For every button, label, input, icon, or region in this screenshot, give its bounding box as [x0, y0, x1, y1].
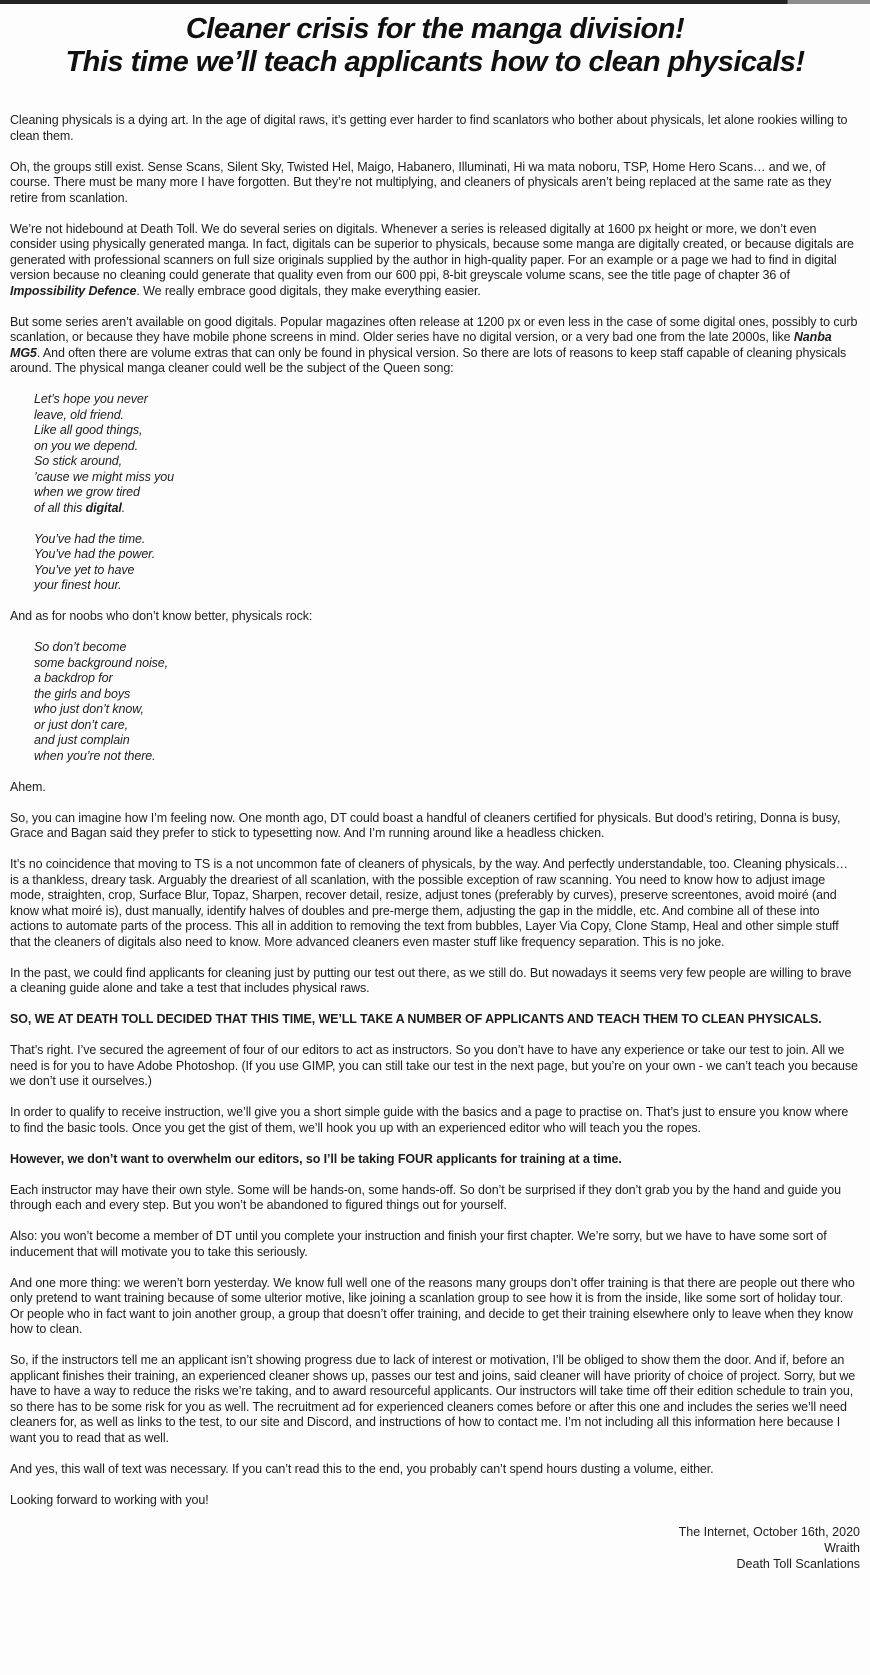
paragraph: Also: you won’t become a member of DT until you complete your instruction and finish your first chapter. We’re sorry, but we have to have some sort of inducement that will motivate you to take this seriously.: [10, 1229, 827, 1259]
page-title-line-1: Cleaner crisis for the manga division!: [185, 13, 685, 45]
quote-line: your finest hour.: [34, 578, 122, 592]
quote-line: on you we depend.: [34, 438, 138, 453]
quote-line: ’cause we might miss you: [34, 469, 175, 484]
quote-line: Let’s hope you never: [34, 392, 148, 406]
quote-line: leave, old friend.: [34, 407, 124, 422]
quote-line: You’ve had the power.: [34, 547, 156, 561]
paragraph: And one more thing: we weren’t born yesterday. We know full well one of the reasons many groups don’t offer training is that there are people out there who only pretend to want training because of some ulterior motive, like joining a scanlation group to see how it is from the inside, like some sort of holiday tour. Or people who in fact want to join another group, a group that doesn’t offer training, and decide to get their training elsewhere only to leave when they know how to clean.: [10, 1275, 855, 1336]
paragraph: Each instructor may have their own style. Some will be hands-on, some hands-off. So don’t be surprised if they don’t grab you by the hand and guide you through each and every step. But you won’t be abandoned to figured things out for yourself.: [10, 1182, 841, 1212]
quote-line: So don’t become: [34, 640, 127, 654]
paragraph: We’re not hidebound at Death Toll. We do several series on digitals. Whenever a series is released digitally at 1600 px height or more, we don’t even consider using physically generated manga. In fact, digitals can be superior to physicals, because some manga are digitally created, or because digitals are generated with professional scanners on full size originals supplied by the author in high-quality paper. For an example or a page we had to find in digital version because no cleaning could generate that quality even from our 600 ppi, 8-bit greyscale volume scans, see the title page of chapter 36 of Impossibility Defence. We really embrace good digitals, they make everything easier.: [10, 221, 854, 298]
song-quote-stanza: [34, 392, 860, 516]
paragraph: And yes, this wall of text was necessary. If you can’t read this to the end, you probably can’t spend hours dusting a volume, either.: [10, 1461, 714, 1476]
quote-line: who just don’t know,: [34, 702, 144, 716]
paragraph: Cleaning physicals is a dying art. In the age of digital raws, it’s getting ever harder to find scanlators who bother about physicals, let alone rookies willing to clean them.: [10, 113, 848, 143]
quote-line: some background noise,: [34, 655, 168, 670]
signature-date: The Internet, October 16th, 2020: [678, 1525, 860, 1539]
paragraph: And as for noobs who don’t know better, physicals rock:: [10, 609, 313, 623]
page-title-line-2: This time we’ll teach applicants how to clean physicals!: [65, 46, 805, 78]
paragraph: It’s no coincidence that moving to TS is a not uncommon fate of cleaners of physicals, by the way. And perfectly understandable, too. Cleaning physicals… is a thankless, dreary task. Arguably the dreariest of all scanlation, with the possible exception of raw scanning. You need to know how to adjust image mode, straighten, crop, Surface Blur, Topaz, Sharpen, recover detail, resize, adjust tones (preferably by curves), preserve screentones, avoid moiré (and know what moiré is), dust manually, identify halves of doubles and pre-merge them, adjusting the gap in the middle, etc. And combine all of these into actions to automate parts of the process. This all in addition to removing the text from bubbles, Layer Via Copy, Clone Stamp, Heal and other simple stuff that the cleaners of digitals also need to know. More advanced cleaners even master stuff like frequency separation. This is no joke.: [10, 857, 848, 949]
quote-line: when you’re not there.: [34, 748, 156, 763]
signature-author: Wraith: [824, 1541, 860, 1555]
quote-line: You’ve had the time.: [34, 531, 146, 546]
signature-block: [0, 1524, 870, 1572]
quote-line: and just complain: [34, 733, 130, 747]
paragraph: Looking forward to working with you!: [10, 1492, 209, 1507]
signature-group: Death Toll Scanlations: [736, 1557, 860, 1571]
paragraph: But some series aren’t available on good digitals. Popular magazines often release at 1200 px or even less in the case of some digital ones, possibly to curb scanlation, or because they have mobile phone screens in mind. Older series have no digital version, or a very bad one from the late 2000s, like Nanba MG5. And often there are volume extras that can only be found in physical version. So there are lots of reasons to keep staff capable of cleaning physicals around. The physical manga cleaner could well be the subject of the Queen song:: [10, 314, 858, 375]
emphasis-paragraph: SO, WE AT DEATH TOLL DECIDED THAT THIS TIME, WE’LL TAKE A NUMBER OF APPLICANTS AND TEACH THEM TO CLEAN PHYSICALS.: [10, 1012, 822, 1026]
quote-line: Like all good things,: [34, 423, 143, 437]
quote-line: or just don’t care,: [34, 717, 128, 732]
emphasis-paragraph: However, we don’t want to overwhelm our editors, so I’ll be taking FOUR applicants for training at a time.: [10, 1151, 622, 1166]
song-quote-stanza: [34, 640, 860, 764]
quote-line: So stick around,: [34, 454, 123, 468]
quote-line: You’ve yet to have: [34, 562, 135, 577]
song-quote-stanza: [34, 532, 860, 594]
paragraph: In the past, we could find applicants for cleaning just by putting our test out there, as we still do. But nowadays it seems very few people are willing to brave a cleaning guide alone and take a test that includes physical raws.: [10, 965, 852, 995]
document-body: [0, 113, 870, 1508]
paragraph: Oh, the groups still exist. Sense Scans, Silent Sky, Twisted Hel, Maigo, Habanero, Illuminati, Hi wa mata noboru, TSP, Home Hero Scans… and we, of course. There must be many more I have forgotten. But they’re not multiplying, and cleaners of physicals aren’t being replaced at the same rate as they retire from scanlation.: [10, 159, 832, 205]
quote-line: of all this digital.: [34, 500, 126, 515]
quote-line: the girls and boys: [34, 686, 131, 701]
quote-line: when we grow tired: [34, 485, 140, 499]
page-top-border: [0, 0, 870, 4]
page-title: [10, 13, 860, 79]
quote-line: a backdrop for: [34, 671, 113, 685]
paragraph: So, if the instructors tell me an applicant isn’t showing progress due to lack of interest or motivation, I’ll be obliged to show them the door. And if, before an applicant finishes their training, an experienced cleaner shows up, passes our test and joins, said cleaner will have priority of choice of project. Sorry, but we have to have a way to reduce the risks we’re taking, and to award resourceful applicants. Our instructors will take time off their edition schedule to train you, so there has to be some risk for you as well. The recruitment ad for experienced cleaners comes before or after this one and includes the series we’ll need cleaners for, as well as links to the test, to our site and Discord, and instructions of how to contact me. I’m not including all this information here because I want you to read that as well.: [10, 1353, 856, 1445]
paragraph: Ahem.: [10, 779, 46, 794]
paragraph: That’s right. I’ve secured the agreement of four of our editors to act as instructors. So you don’t have to have any experience or take our test to join. All we need is for you to have Adobe Photoshop. (If you use GIMP, you can still take our test in the next page, but you’re on your own - we can’t teach you because we don’t use it ourselves.): [10, 1043, 858, 1088]
paragraph: In order to qualify to receive instruction, we’ll give you a short simple guide with the basics and a page to practise on. That’s just to ensure you know where to find the basic tools. Once you get the gist of them, we’ll hook you up with an experienced editor who will teach you the ropes.: [10, 1105, 849, 1135]
paragraph: So, you can imagine how I’m feeling now. One month ago, DT could boast a handful of cleaners certified for physicals. But dood’s retiring, Donna is busy, Grace and Bagan said they prefer to stick to typesetting now. And I’m running around like a headless chicken.: [10, 810, 841, 840]
